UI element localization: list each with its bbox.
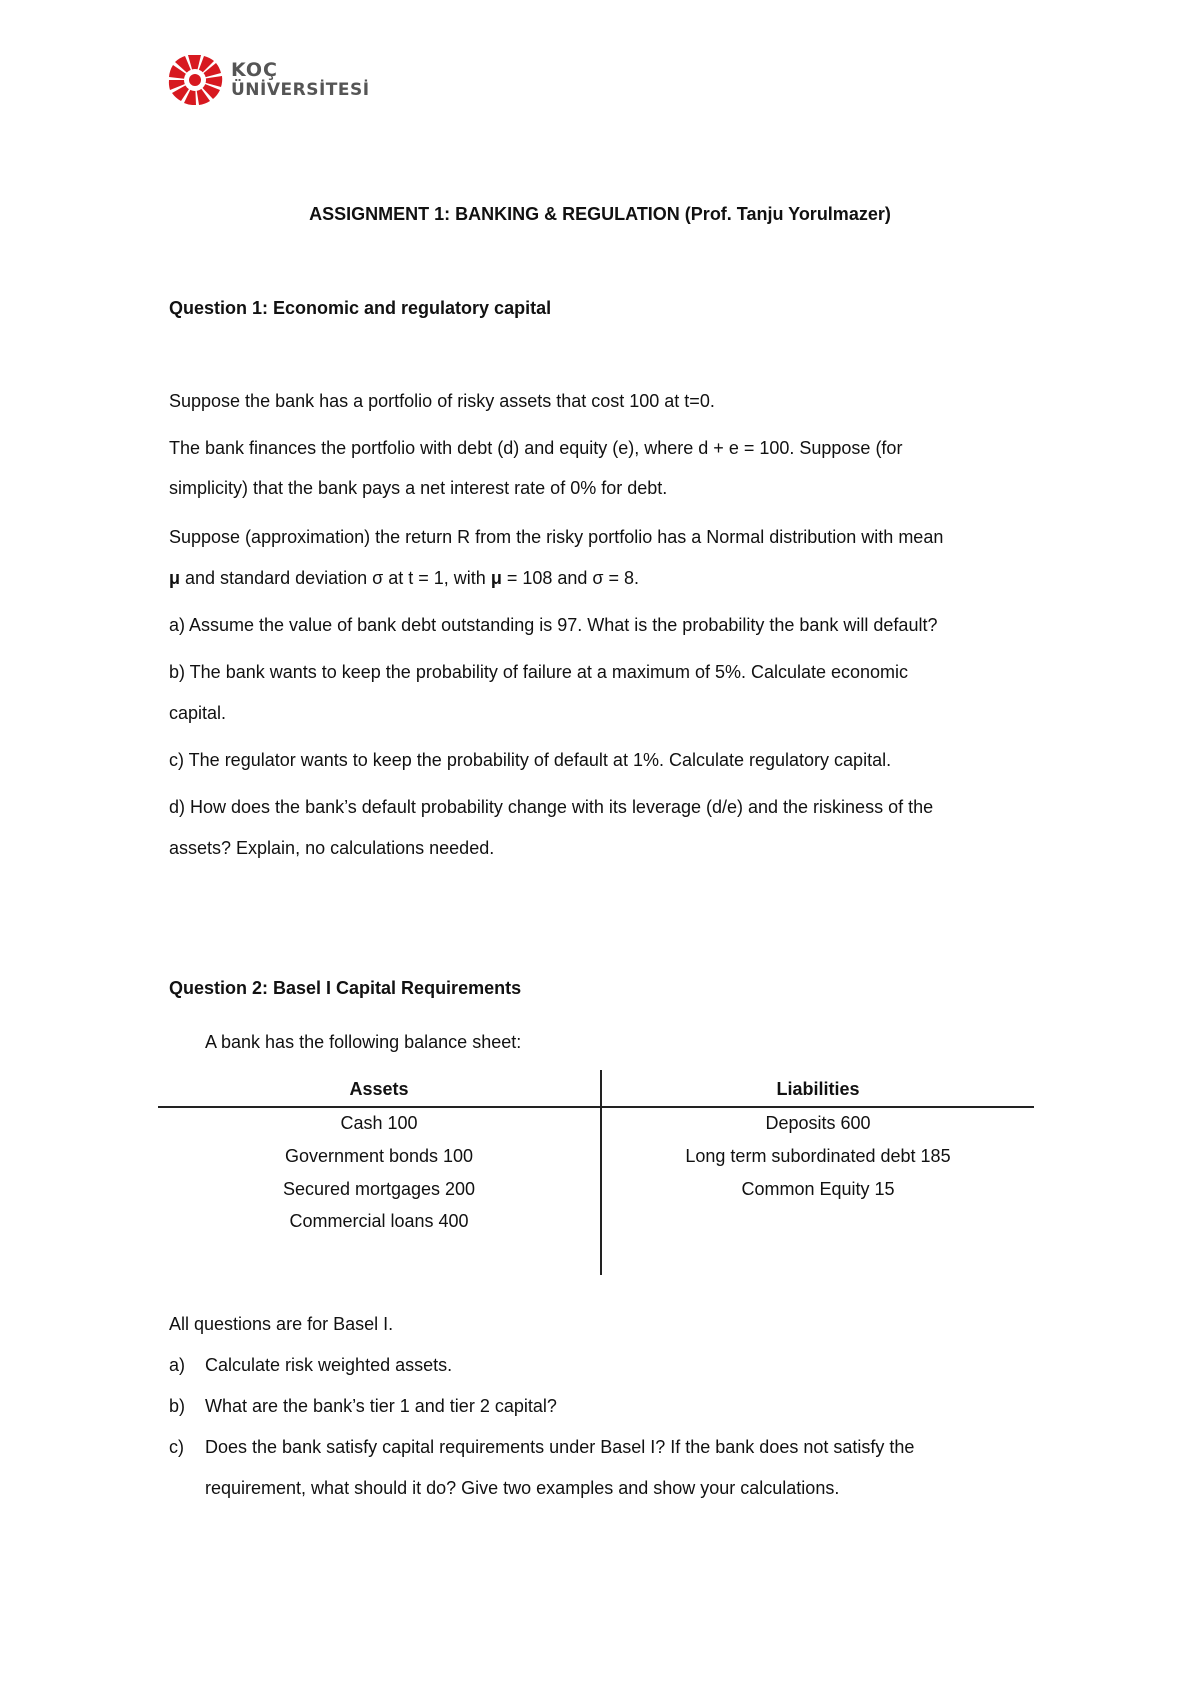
liability-item: Deposits 600 xyxy=(765,1113,871,1133)
q1-part-d-line-2: assets? Explain, no calculations needed. xyxy=(169,838,495,858)
q1-paragraph-3b-part2: = 108 and σ = 8. xyxy=(501,568,640,588)
q1-paragraph-3b xyxy=(169,567,639,589)
mu-symbol: μ xyxy=(169,568,181,588)
q1-paragraph-2b: simplicity) that the bank pays a net interest rate of 0% for debt. xyxy=(169,478,668,498)
assignment-title: ASSIGNMENT 1: BANKING & REGULATION (Prof. Tanju Yorulmazer) xyxy=(309,204,891,224)
asset-item: Secured mortgages 200 xyxy=(282,1179,476,1199)
list-item xyxy=(169,1395,557,1417)
logo-line-2: ÜNİVERSİTESİ xyxy=(231,80,370,100)
q1-part-b-line-2: capital. xyxy=(169,703,227,723)
list-item-label: c) xyxy=(169,1437,184,1457)
assets-header: Assets xyxy=(349,1079,409,1099)
list-item-text: Calculate risk weighted assets. xyxy=(205,1355,453,1375)
asset-item: Government bonds 100 xyxy=(284,1146,474,1166)
asset-item: Commercial loans 400 xyxy=(289,1211,469,1231)
q2-intro: A bank has the following balance sheet: xyxy=(205,1032,522,1052)
q1-heading: Question 1: Economic and regulatory capital xyxy=(169,298,552,318)
logo-wordmark xyxy=(231,60,370,100)
sunburst-logo-icon xyxy=(167,55,223,105)
list-item-continuation: requirement, what should it do? Give two examples and show your calculations. xyxy=(205,1478,840,1498)
logo-line-1: KOÇ xyxy=(231,59,278,81)
list-item-text: What are the bank’s tier 1 and tier 2 capital? xyxy=(205,1396,557,1416)
q1-paragraph-1: Suppose the bank has a portfolio of risky assets that cost 100 at t=0. xyxy=(169,391,715,411)
university-logo xyxy=(167,55,370,105)
balance-sheet xyxy=(158,1070,1034,1275)
mu-symbol-2: μ xyxy=(490,568,502,588)
asset-item: Cash 100 xyxy=(340,1113,418,1133)
liabilities-header: Liabilities xyxy=(776,1079,860,1099)
q2-heading: Question 2: Basel I Capital Requirements xyxy=(169,978,522,998)
q2-note: All questions are for Basel I. xyxy=(169,1314,394,1334)
q1-paragraph-3a: Suppose (approximation) the return R from the risky portfolio has a Normal distribution with mean xyxy=(169,527,944,547)
q1-paragraph-2a: The bank finances the portfolio with debt (d) and equity (e), where d + e = 100. Suppose (for xyxy=(169,438,903,458)
liabilities-column xyxy=(602,1078,1034,1200)
assets-column xyxy=(158,1078,600,1232)
q1-part-b-line-1: b) The bank wants to keep the probability of failure at a maximum of 5%. Calculate economic xyxy=(169,662,909,682)
list-item-text: Does the bank satisfy capital requirements under Basel I? If the bank does not satisfy the xyxy=(205,1437,915,1457)
q1-paragraph-3b-part1: and standard deviation σ at t = 1, with xyxy=(180,568,491,588)
list-item-label: b) xyxy=(169,1396,186,1416)
liability-item: Long term subordinated debt 185 xyxy=(685,1146,951,1166)
q1-part-d-line-1: d) How does the bank’s default probability change with its leverage (d/e) and the riskiness of the xyxy=(169,797,934,817)
q1-part-a: a) Assume the value of bank debt outstanding is 97. What is the probability the bank will default? xyxy=(169,615,938,635)
q1-part-c: c) The regulator wants to keep the probability of default at 1%. Calculate regulatory capital. xyxy=(169,750,892,770)
list-item xyxy=(169,1354,452,1376)
list-item-label: a) xyxy=(169,1355,186,1375)
liability-item: Common Equity 15 xyxy=(741,1179,895,1199)
list-item xyxy=(169,1436,914,1458)
